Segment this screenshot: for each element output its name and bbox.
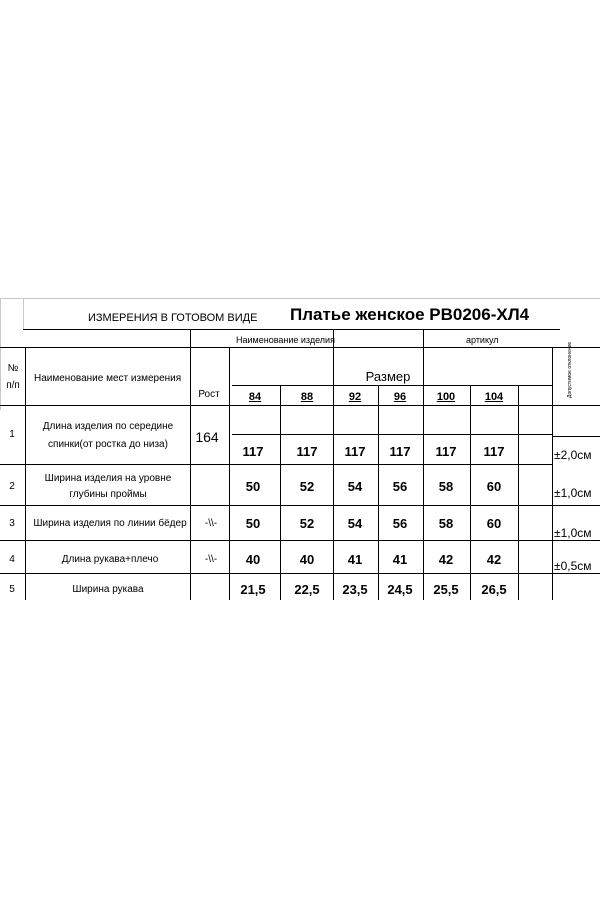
row-1-value-104: 117: [483, 444, 505, 459]
row-4-value-92: 41: [347, 552, 363, 567]
row-1-value-92: 117: [344, 444, 366, 459]
grid-line: [0, 298, 600, 299]
row-3-value-100: 58: [438, 516, 454, 531]
grid-line: [23, 329, 560, 330]
row-2-name-2: глубины проймы: [69, 489, 147, 500]
size-92: 92: [348, 391, 362, 403]
num-header: №: [7, 363, 19, 374]
row-5-name: Ширина рукава: [72, 584, 144, 595]
row-5-num: 5: [9, 584, 15, 595]
row-3-value-92: 54: [347, 516, 363, 531]
row-2-value-96: 56: [392, 479, 408, 494]
grid-line: [23, 298, 24, 330]
row-4-num: 4: [9, 554, 15, 565]
grid-line: [25, 347, 26, 600]
size-84: 84: [248, 391, 262, 403]
article-label: артикул: [466, 335, 499, 345]
row-3-value-104: 60: [486, 516, 502, 531]
row-2-tolerance: ±1,0см: [554, 486, 592, 500]
row-1-value-100: 117: [435, 444, 457, 459]
row-4-value-84: 40: [245, 552, 261, 567]
row-4-name: Длина рукава+плечо: [61, 554, 159, 565]
grid-line: [0, 405, 600, 406]
size-104: 104: [484, 391, 504, 403]
row-2-num: 2: [9, 481, 15, 492]
row-5-value-104: 26,5: [481, 582, 507, 597]
row-5-value-100: 25,5: [433, 582, 459, 597]
row-5-value-88: 22,5: [294, 582, 320, 597]
row-2-value-92: 54: [347, 479, 363, 494]
place-header: Наименование мест измерения: [34, 373, 182, 384]
row-1-value-96: 117: [389, 444, 411, 459]
row-3-value-88: 52: [299, 516, 315, 531]
row-1-name: Длина изделия по середине: [42, 421, 174, 432]
grid-line: [518, 385, 519, 600]
row-1-value-84: 117: [242, 444, 264, 459]
row-3-value-96: 56: [392, 516, 408, 531]
grid-line: [423, 329, 424, 600]
row-3-tolerance: ±1,0см: [554, 526, 592, 540]
row-2-value-104: 60: [486, 479, 502, 494]
row-3-value-84: 50: [245, 516, 261, 531]
row-3-num: 3: [9, 518, 15, 529]
grid-line: [190, 329, 191, 600]
row-2-value-88: 52: [299, 479, 315, 494]
row-4-height-ditto: -\\-: [204, 554, 218, 565]
row-1-tolerance: ±2,0см: [554, 448, 592, 462]
row-2-value-84: 50: [245, 479, 261, 494]
grid-line: [229, 347, 230, 600]
row-1-value-88: 117: [296, 444, 318, 459]
grid-line: [378, 385, 379, 600]
row-5-value-84: 21,5: [240, 582, 266, 597]
row-4-value-96: 41: [392, 552, 408, 567]
row-3-height-ditto: -\\-: [204, 518, 218, 529]
measure-title: ИЗМЕРЕНИЯ В ГОТОВОМ ВИДЕ: [88, 312, 258, 324]
size-88: 88: [300, 391, 314, 403]
row-1-height: 164: [195, 429, 219, 445]
row-1-name-2: спинки(от ростка до низа): [48, 439, 168, 450]
size-100: 100: [436, 391, 456, 403]
grid-line: [0, 347, 600, 348]
grid-line: [333, 329, 334, 600]
product-title: Платье женское РВ0206-ХЛ4: [290, 305, 530, 324]
row-2-name: Ширина изделия на уровне: [44, 473, 172, 484]
grid-line: [0, 505, 600, 506]
row-3-name: Ширина изделия по линии бёдер: [33, 518, 187, 529]
row-5-value-92: 23,5: [342, 582, 368, 597]
row-2-value-100: 58: [438, 479, 454, 494]
grid-line: [0, 540, 600, 541]
tolerance-header: Допустимое отклонение: [567, 341, 573, 398]
size-header: Размер: [365, 369, 411, 384]
grid-line: [470, 385, 471, 600]
row-4-value-88: 40: [299, 552, 315, 567]
height-header: Рост: [198, 389, 220, 400]
grid-line: [0, 298, 1, 410]
row-1-num: 1: [9, 429, 15, 440]
row-4-value-100: 42: [438, 552, 454, 567]
num-header-sub: п/п: [6, 380, 20, 391]
grid-line: [552, 347, 553, 600]
row-4-value-104: 42: [486, 552, 502, 567]
row-4-tolerance: ±0,5см: [554, 559, 592, 573]
row-5-value-96: 24,5: [387, 582, 413, 597]
grid-line: [0, 573, 600, 574]
grid-line: [552, 436, 600, 437]
grid-line: [280, 385, 281, 600]
product-name-label: Наименование изделия: [236, 335, 335, 345]
size-96: 96: [393, 391, 407, 403]
